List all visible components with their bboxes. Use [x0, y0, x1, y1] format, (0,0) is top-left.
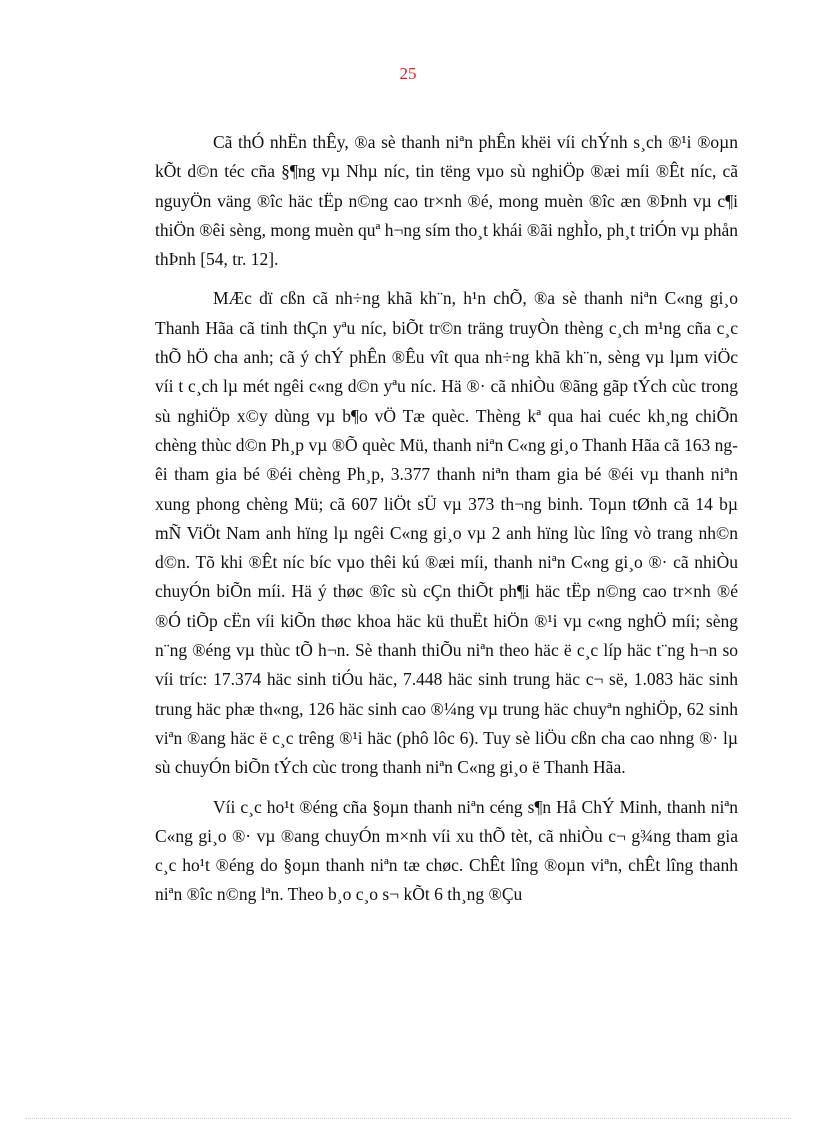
- paragraph-1: Cã thÓ nhËn thÊy, ®a sè thanh niªn phÊn khëi víi chÝnh s¸ch ®¹i ®oµn kÕt d©n téc cña §¶ng vµ Nhµ níc, tin tëng vµo sù nghiÖp ®æi míi ®Êt níc, cã nguyÖn väng ®îc häc tËp n©ng cao tr×nh ®é, mong muèn ®îc æn ®Þnh vµ c¶i thiÖn ®êi sèng, mong muèn quª h¬ng sím tho¸t khái ®ãi nghÌo, ph¸t triÓn vµ phån thÞnh [54, tr. 12].: [155, 132, 738, 270]
- paragraph-2: MÆc dï cßn cã nh÷ng khã kh¨n, h¹n chÕ, ®a sè thanh niªn C«ng gi¸o Thanh Hãa cã tinh thÇn yªu níc, biÕt tr©n träng truyÒn thèng c¸ch m¹ng cña c¸c thÕ hÖ cha anh; cã ý chÝ phÊn ®Êu vît qua nh÷ng khã kh¨n, sèng vµ lµm viÖc víi t c¸ch lµ mét ngêi c«ng d©n yªu níc. Hä ®· cã nhiÒu ®ãng gãp tÝch cùc trong sù nghiÖp x©y dùng vµ b¶o vÖ Tæ quèc. Thèng kª qua hai cuéc kh¸ng chiÕn chèng thùc d©n Ph¸p vµ ®Õ quèc Mü, thanh niªn C«ng gi¸o Thanh Hãa cã 163 ngêi tham gia bé ®éi chèng Ph¸p, 3.377 thanh niªn tham gia bé ®éi vµ thanh niªn xung phong chèng Mü; cã 607 liÖt sÜ vµ 373 th¬ng binh. Toµn tØnh cã 14 bµ mÑ ViÖt Nam anh hïng lµ ngêi C«ng gi¸o vµ 2 anh hïng lùc lîng vò trang nh©n d©n. Tõ khi ®Êt níc bíc vµo thêi kú ®æi míi, thanh niªn C«ng gi¸o ®· cã nhiÒu chuyÓn biÕn míi. Hä ý thøc ®îc sù cÇn thiÕt ph¶i häc tËp n©ng cao tr×nh ®é ®Ó tiÕp cËn víi kiÕn thøc khoa häc kü thuËt hiÖn ®¹i vµ c«ng nghÖ míi; sèng n¨ng ®éng vµ thùc tÕ h¬n. Sè thanh thiÕu niªn theo häc ë c¸c líp häc t¨ng h¬n so víi tríc: 17.374 häc sinh tiÓu häc, 7.448 häc sinh trung häc c¬ së, 1.083 häc sinh trung häc phæ th«ng, 126 häc sinh cao ®¼ng vµ trung häc chuyªn nghiÖp, 62 sinh viªn ®ang häc ë c¸c trêng ®¹i häc (phô lôc 6). Tuy sè liÖu cßn cha cao nhng ®· lµ sù chuyÓn biÕn tÝch cùc trong thanh niªn C«ng gi¸o ë Thanh Hãa.: [155, 288, 738, 778]
- paragraph-3: Víi c¸c ho¹t ®éng cña §oµn thanh niªn céng s¶n Hå ChÝ Minh, thanh niªn C«ng gi¸o ®· vµ ®ang chuyÓn m×nh víi xu thÕ tèt, cã nhiÒu c¬ g¾ng tham gia c¸c ho¹t ®éng do §oµn thanh niªn tæ chøc. ChÊt lîng ®oµn viªn, chÊt lîng thanh niªn ®îc n©ng lªn. Theo b¸o c¸o s¬ kÕt 6 th¸ng ®Çu: [155, 796, 738, 905]
- body-text: [155, 128, 738, 910]
- page-bottom-divider: [25, 1118, 791, 1119]
- page-number: 25: [399, 64, 417, 83]
